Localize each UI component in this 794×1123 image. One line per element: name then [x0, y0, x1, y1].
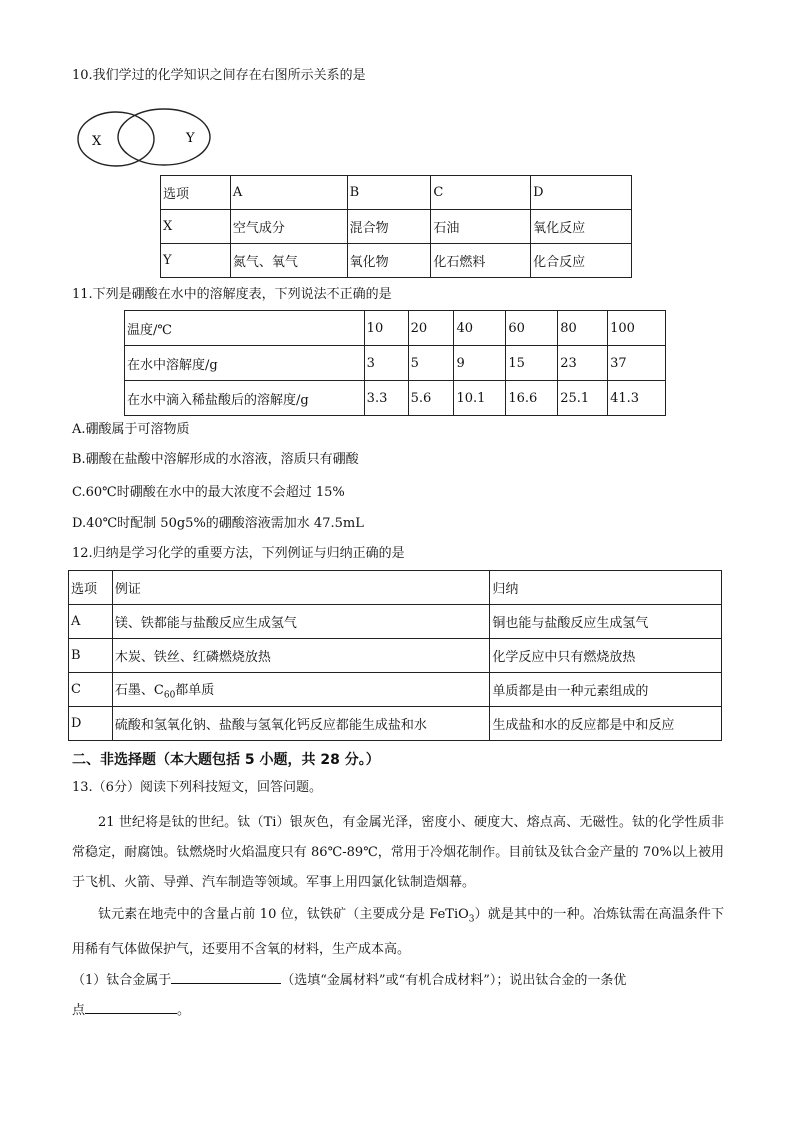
table-cell: C: [431, 176, 531, 210]
table-row: [69, 707, 722, 741]
table-cell: 化石燃料: [431, 244, 531, 278]
example-prefix: 石墨、C: [114, 682, 164, 698]
subquestion-text: 点: [72, 1003, 86, 1018]
table-cell: 37: [608, 346, 666, 381]
table-row: [161, 244, 632, 278]
subquestion-text: （1）钛合金属于: [72, 973, 172, 988]
table-cell: D: [69, 707, 113, 741]
table-cell: 氧化物: [347, 244, 431, 278]
table-cell: 化合反应: [531, 244, 632, 278]
answer-blank[interactable]: [171, 969, 281, 984]
example-suffix: 都单质: [175, 682, 215, 698]
section-heading: 二、非选择题（本大题包括 5 小题，共 28 分。）: [72, 752, 380, 768]
table-cell: [112, 673, 489, 707]
table-cell: 9: [454, 346, 506, 381]
q12-stem: 12.归纳是学习化学的重要方法，下列例证与归纳正确的是: [72, 546, 405, 561]
paragraph-text: ）就是其中的一种。冶炼钛需在高温条件下用稀有气体做保护气，还要用不含氧的材料，生产成本高。: [72, 907, 724, 957]
table-row: [161, 210, 632, 244]
table-cell: 40: [454, 311, 506, 346]
table-cell: X: [161, 210, 231, 244]
table-cell: 10: [364, 311, 408, 346]
q11-option-c: C.60℃时硼酸在水中的最大浓度不会超过 15%: [72, 485, 345, 500]
table-cell: 温度/℃: [125, 311, 365, 346]
table-cell: 25.1: [558, 381, 608, 416]
q11-option-b: B.硼酸在盐酸中溶解形成的水溶液，溶质只有硼酸: [72, 452, 359, 467]
table-cell: 选项: [69, 571, 113, 605]
table-cell: 化学反应中只有燃烧放热: [490, 639, 722, 673]
q13-paragraph-1: [72, 808, 724, 898]
table-cell: B: [347, 176, 431, 210]
q10-table: [160, 175, 632, 278]
table-cell: 5.6: [408, 381, 454, 416]
paragraph-text: 21 世纪将是钛的世纪。钛（Ti）银灰色，有金属光泽，密度小、硬度大、熔点高、无磁性。钛的化学性质非常稳定，耐腐蚀。钛燃烧时火焰温度只有 86℃-89℃，常用于冷烟花制作。目前钛及钛合金产量的 70%以上被用于飞机、火箭、导弹、汽车制造等领域。军事上用四氯化钛制造烟幕。: [72, 815, 724, 890]
table-cell: 3: [364, 346, 408, 381]
table-cell: 100: [608, 311, 666, 346]
table-row: [69, 605, 722, 639]
table-row: [161, 176, 632, 210]
venn-circle-x: [78, 112, 154, 166]
table-cell: 在水中滴入稀盐酸后的溶解度/g: [125, 381, 365, 416]
q12-table: [68, 570, 722, 741]
table-cell: 空气成分: [230, 210, 347, 244]
table-cell: 23: [558, 346, 608, 381]
table-cell: 例证: [112, 571, 489, 605]
table-row: [125, 346, 666, 381]
table-cell: A: [230, 176, 347, 210]
example-subscript: 60: [163, 690, 176, 701]
q13-subquestion-1: [72, 969, 626, 990]
table-cell: A: [69, 605, 113, 639]
subscript: 3: [468, 914, 475, 925]
q13-stem: 13.（6分）阅读下列科技短文，回答问题。: [72, 780, 322, 795]
table-cell: 在水中溶解度/g: [125, 346, 365, 381]
table-cell: 木炭、铁丝、红磷燃烧放热: [112, 639, 489, 673]
subquestion-text: （选填“金属材料”或“有机合成材料”）；说出钛合金的一条优: [281, 973, 627, 988]
subquestion-text: 。: [177, 1003, 191, 1018]
q11-table: [124, 310, 666, 416]
q11-option-d: D.40℃时配制 50g5%的硼酸溶液需加水 47.5mL: [72, 516, 364, 531]
q11-stem: 11.下列是硼酸在水中的溶解度表，下列说法不正确的是: [72, 287, 392, 302]
table-cell: D: [531, 176, 632, 210]
table-cell: C: [69, 673, 113, 707]
venn-label-y: Y: [186, 131, 195, 146]
q10-stem: 10.我们学过的化学知识之间存在右图所示关系的是: [72, 68, 366, 83]
venn-diagram: [72, 108, 216, 172]
table-cell: 镁、铁都能与盐酸反应生成氢气: [112, 605, 489, 639]
table-cell: 10.1: [454, 381, 506, 416]
table-cell: 单质都是由一种元素组成的: [490, 673, 722, 707]
paragraph-text: 钛元素在地壳中的含量占前 10 位，钛铁矿（主要成分是 FeTiO: [98, 907, 469, 922]
table-cell: 20: [408, 311, 454, 346]
venn-label-x: X: [92, 134, 102, 149]
table-cell: 氧化反应: [531, 210, 632, 244]
table-cell: 氮气、氧气: [230, 244, 347, 278]
table-cell: 15: [506, 346, 558, 381]
table-cell: 铜也能与盐酸反应生成氢气: [490, 605, 722, 639]
table-cell: 3.3: [364, 381, 408, 416]
table-cell: 混合物: [347, 210, 431, 244]
table-cell: 硫酸和氢氧化钠、盐酸与氢氧化钙反应都能生成盐和水: [112, 707, 489, 741]
table-cell: B: [69, 639, 113, 673]
table-cell: 5: [408, 346, 454, 381]
q13-subquestion-1-cont: [72, 999, 190, 1020]
table-cell: 归纳: [490, 571, 722, 605]
table-row: [69, 639, 722, 673]
table-row: [69, 673, 722, 707]
table-row: [69, 571, 722, 605]
table-cell: 16.6: [506, 381, 558, 416]
answer-blank[interactable]: [85, 999, 177, 1014]
table-cell: 60: [506, 311, 558, 346]
q13-paragraph-2: [72, 900, 724, 965]
table-cell: 选项: [161, 176, 231, 210]
table-row: [125, 381, 666, 416]
q11-option-a: A.硼酸属于可溶物质: [72, 422, 190, 437]
table-cell: 41.3: [608, 381, 666, 416]
table-cell: Y: [161, 244, 231, 278]
table-cell: 石油: [431, 210, 531, 244]
table-cell: 80: [558, 311, 608, 346]
table-cell: 生成盐和水的反应都是中和反应: [490, 707, 722, 741]
table-row: [125, 311, 666, 346]
venn-circle-y: [118, 109, 210, 165]
